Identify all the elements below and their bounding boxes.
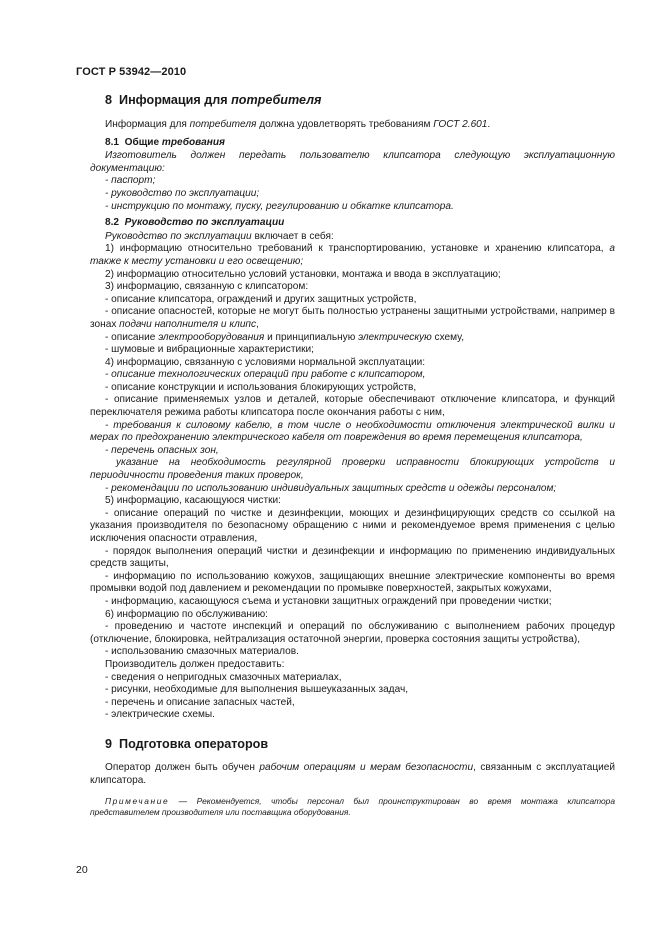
list-item: - описание опасностей, которые не могут быть полностью устранены защитными устройствами, например в зонах подачи наполнителя и клипс, <box>90 306 615 330</box>
list-item: - описание технологических операций при работе с клипсатором, <box>105 369 426 381</box>
list-item: - перечень опасных зон, <box>105 444 219 456</box>
list-item: - рисунки, необходимые для выполнения вышеуказанных задач, <box>105 684 409 696</box>
subsection-8-1-heading: 8.1 Общие требования <box>105 136 225 148</box>
note-label: Примечание <box>105 796 170 807</box>
section-title: Информация для <box>119 93 232 107</box>
section-8-heading <box>105 92 615 108</box>
section-number: 8 <box>105 93 113 107</box>
list-item: - рекомендации по использованию индивидуальных защитных средств и одежды персоналом; <box>105 482 557 494</box>
list-item: - требования к силовому кабелю, в том числе о необходимости отключения электрической вилки и мерах по предохранению электрического кабеля от повреждения во время перемещения клипсатора, <box>90 419 615 444</box>
list-item: - информацию, касающуюся съема и установки защитных ограждений при проведении чистки; <box>105 595 552 607</box>
section-9-heading: 9 Подготовка операторов <box>105 736 269 751</box>
note <box>90 796 615 818</box>
list-item: указание на необходимость регулярной проверки исправности блокирующих устройств и периодичности проведения таких проверок, <box>90 457 615 482</box>
section-9-text: Оператор должен быть обучен рабочим операциям и мерам безопасности, связанным с эксплуатацией клипсатора. <box>90 761 615 786</box>
list-item: 4) информацию, связанную с условиями нормальной эксплуатации: <box>105 356 426 368</box>
list-item: - паспорт; <box>105 175 156 187</box>
list-item: - использованию смазочных материалов. <box>105 646 299 658</box>
page-number: 20 <box>76 864 88 876</box>
list-item: 3) информацию, связанную с клипсатором: <box>105 281 309 293</box>
document-header: ГОСТ Р 53942—2010 <box>76 66 187 78</box>
list-item: - перечень и описание запасных частей, <box>105 696 295 708</box>
paragraph: Изготовитель должен передать пользователю клипсатора следующую эксплуатационную документацию: <box>90 150 615 174</box>
list-item: - проведению и частоте инспекций и операций по обслуживанию с выполнением рабочих процедур (отключение, блокировка, нейтрализация остаточной энергии, проверка состояния защиты устройства), <box>90 621 615 645</box>
section-8-intro: Информация для потребителя должна удовлетворять требованиям ГОСТ 2.601. <box>105 119 491 130</box>
list-item: - шумовые и вибрационные характеристики; <box>105 344 314 356</box>
list-item: 1) информацию относительно требований к транспортированию, установке и хранению клипсатора, а также к месту установки и его освещению; <box>90 243 615 267</box>
subsection-8-2-heading: 8.2 Руководство по эксплуатации <box>105 217 285 229</box>
list-item: - описание конструкции и использования блокирующих устройств, <box>105 381 417 393</box>
list-item: 6) информацию по обслуживанию: <box>105 608 268 620</box>
section-title-italic: потребителя <box>231 93 322 107</box>
list-item: - инструкцию по монтажу, пуску, регулированию и обкатке клипсатора. <box>105 200 454 212</box>
paragraph: Производитель должен предоставить: <box>105 658 285 670</box>
list-item: - сведения о непригодных смазочных материалах, <box>105 671 342 683</box>
list-item: - руководство по эксплуатации; <box>105 187 260 199</box>
list-item: 5) информацию, касающуюся чистки: <box>105 495 281 507</box>
list-item: - описание электрооборудования и принципиальную электрическую схему, <box>105 331 465 343</box>
paragraph: Руководство по эксплуатации включает в себя: <box>105 230 334 242</box>
note-text: — Рекомендуется, чтобы персонал был проинструктирован во время монтажа клипсатора представителем производителя или поставщика оборудования. <box>90 796 615 818</box>
list-item: - порядок выполнения операций чистки и дезинфекции и информацию по применению индивидуальных средств защиты, <box>90 545 615 570</box>
list-item: - информацию по использованию кожухов, защищающих внешние электрические компоненты во время промывки водой под давлением и рекомендации по промывке поверхностей, закрытых кожухами, <box>90 570 615 595</box>
list-item: - описание применяемых узлов и деталей, которые обеспечивают отключение клипсатора, и функций переключателя режима работы клипсатора после окончания работы с ним, <box>90 394 615 419</box>
list-item: 2) информацию относительно условий установки, монтажа и ввода в эксплуатацию; <box>105 268 501 280</box>
list-item: - описание клипсатора, ограждений и других защитных устройств, <box>105 293 417 305</box>
list-item: - описание операций по чистке и дезинфекции, моющих и дезинфицирующих средств со ссылкой на указания производителя по безопасному обращению с ними и рекомендуемое время применения с целью исключения опасности отравления, <box>90 507 615 544</box>
document-body <box>90 92 615 818</box>
list-item: - электрические схемы. <box>105 709 215 721</box>
